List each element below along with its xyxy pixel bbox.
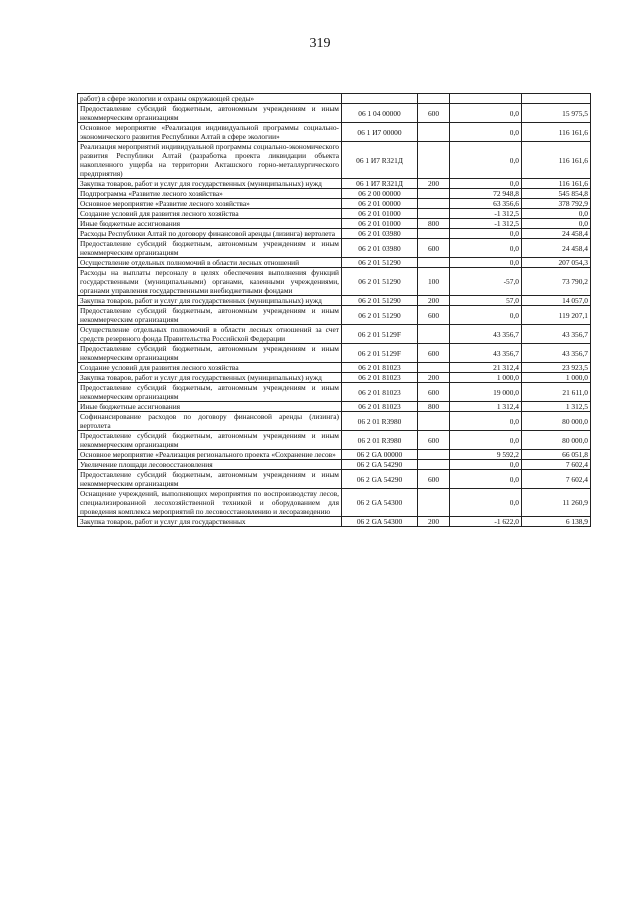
change-amount-cell: 0,0 xyxy=(450,123,522,142)
total-amount-cell: 7 602,4 xyxy=(522,470,591,489)
row-name-cell: Иные бюджетные ассигнования xyxy=(78,402,342,412)
expense-type-cell xyxy=(418,258,450,268)
expense-type-cell xyxy=(418,450,450,460)
row-name-cell: Основное мероприятие «Реализация индивидуальной программы социально-экономического развития Республики Алтай в сфере экологии» xyxy=(78,123,342,142)
target-code-cell: 06 2 GA 54290 xyxy=(342,470,418,489)
target-code-cell: 06 2 00 00000 xyxy=(342,189,418,199)
change-amount-cell: 0,0 xyxy=(450,239,522,258)
total-amount-cell: 7 602,4 xyxy=(522,460,591,470)
total-amount-cell: 116 161,6 xyxy=(522,179,591,189)
row-name-cell: Создание условий для развития лесного хозяйства xyxy=(78,363,342,373)
target-code-cell: 06 2 GA 54300 xyxy=(342,489,418,517)
budget-table-body xyxy=(78,94,591,527)
table-row xyxy=(78,94,591,104)
change-amount-cell: 0,0 xyxy=(450,142,522,179)
expense-type-cell xyxy=(418,209,450,219)
change-amount-cell: 9 592,2 xyxy=(450,450,522,460)
target-code-cell: 06 2 01 01000 xyxy=(342,209,418,219)
target-code-cell: 06 2 01 81023 xyxy=(342,373,418,383)
row-name-cell: Предоставление субсидий бюджетным, автономным учреждениям и иным некоммерческим организациям xyxy=(78,383,342,402)
expense-type-cell xyxy=(418,460,450,470)
change-amount-cell: 0,0 xyxy=(450,179,522,189)
table-row xyxy=(78,179,591,189)
expense-type-cell xyxy=(418,325,450,344)
table-row xyxy=(78,470,591,489)
total-amount-cell: 378 792,9 xyxy=(522,199,591,209)
row-name-cell: Иные бюджетные ассигнования xyxy=(78,219,342,229)
target-code-cell: 06 2 01 51290 xyxy=(342,268,418,296)
budget-table xyxy=(77,93,591,527)
target-code-cell: 06 1 И7 R321Д xyxy=(342,179,418,189)
expense-type-cell: 200 xyxy=(418,179,450,189)
row-name-cell: Расходы на выплаты персоналу в целях обеспечения выполнения функций государственными (муниципальными) органами, казенными учреждениями, органами управления государственными внебюджетными фондами xyxy=(78,268,342,296)
total-amount-cell xyxy=(522,94,591,104)
table-row xyxy=(78,219,591,229)
table-row xyxy=(78,239,591,258)
target-code-cell: 06 2 01 5129F xyxy=(342,344,418,363)
expense-type-cell: 600 xyxy=(418,306,450,325)
change-amount-cell: 19 000,0 xyxy=(450,383,522,402)
expense-type-cell xyxy=(418,229,450,239)
total-amount-cell: 207 054,3 xyxy=(522,258,591,268)
change-amount-cell: 1 312,4 xyxy=(450,402,522,412)
row-name-cell: Основное мероприятие «Реализация регионального проекта «Сохранение лесов» xyxy=(78,450,342,460)
change-amount-cell: 72 948,8 xyxy=(450,189,522,199)
change-amount-cell: 0,0 xyxy=(450,104,522,123)
target-code-cell: 06 2 GA 54290 xyxy=(342,460,418,470)
expense-type-cell xyxy=(418,123,450,142)
total-amount-cell: 6 138,9 xyxy=(522,517,591,527)
row-name-cell: Реализация мероприятий индивидуальной программы социально-экономического развития Республики Алтай (разработка проекта ликвидации объекта накопленного ущерба на территории Акташского горно-металлургического предприятия) xyxy=(78,142,342,179)
row-name-cell: работ) в сфере экологии и охраны окружающей среды» xyxy=(78,94,342,104)
table-row xyxy=(78,258,591,268)
change-amount-cell: 0,0 xyxy=(450,489,522,517)
table-row xyxy=(78,431,591,450)
table-row xyxy=(78,325,591,344)
target-code-cell: 06 2 01 51290 xyxy=(342,306,418,325)
change-amount-cell: 1 000,0 xyxy=(450,373,522,383)
expense-type-cell: 200 xyxy=(418,296,450,306)
target-code-cell: 06 2 01 81023 xyxy=(342,402,418,412)
table-row xyxy=(78,209,591,219)
page-number: 319 xyxy=(309,36,331,51)
total-amount-cell: 545 854,8 xyxy=(522,189,591,199)
target-code-cell: 06 2 01 81023 xyxy=(342,363,418,373)
expense-type-cell xyxy=(418,199,450,209)
change-amount-cell: 43 356,7 xyxy=(450,344,522,363)
change-amount-cell: 0,0 xyxy=(450,229,522,239)
expense-type-cell: 800 xyxy=(418,402,450,412)
row-name-cell: Софинансирование расходов по договору финансовой аренды (лизинга) вертолета xyxy=(78,412,342,431)
total-amount-cell: 1 312,5 xyxy=(522,402,591,412)
total-amount-cell: 43 356,7 xyxy=(522,325,591,344)
row-name-cell: Создание условий для развития лесного хозяйства xyxy=(78,209,342,219)
row-name-cell: Увеличение площади лесовосстановления xyxy=(78,460,342,470)
row-name-cell: Предоставление субсидий бюджетным, автономным учреждениям и иным некоммерческим организациям xyxy=(78,431,342,450)
table-row xyxy=(78,296,591,306)
expense-type-cell xyxy=(418,412,450,431)
target-code-cell: 06 1 И7 R321Д xyxy=(342,142,418,179)
expense-type-cell: 600 xyxy=(418,344,450,363)
target-code-cell: 06 2 GA 00000 xyxy=(342,450,418,460)
table-row xyxy=(78,517,591,527)
row-name-cell: Закупка товаров, работ и услуг для государственных (муниципальных) нужд xyxy=(78,373,342,383)
total-amount-cell: 80 000,0 xyxy=(522,412,591,431)
target-code-cell: 06 2 01 R3980 xyxy=(342,412,418,431)
change-amount-cell: -57,0 xyxy=(450,268,522,296)
target-code-cell: 06 2 01 03980 xyxy=(342,239,418,258)
total-amount-cell: 15 975,5 xyxy=(522,104,591,123)
change-amount-cell: 0,0 xyxy=(450,412,522,431)
target-code-cell: 06 2 GA 54300 xyxy=(342,517,418,527)
total-amount-cell: 116 161,6 xyxy=(522,123,591,142)
table-row xyxy=(78,123,591,142)
table-row xyxy=(78,460,591,470)
row-name-cell: Оснащение учреждений, выполняющих мероприятия по воспроизводству лесов, специализированной лесохозяйственной техникой и оборудованием для проведения комплекса мероприятий по лесовосстановлению и лесоразведению xyxy=(78,489,342,517)
target-code-cell: 06 2 01 51290 xyxy=(342,258,418,268)
expense-type-cell: 200 xyxy=(418,517,450,527)
expense-type-cell: 600 xyxy=(418,104,450,123)
expense-type-cell: 100 xyxy=(418,268,450,296)
total-amount-cell: 1 000,0 xyxy=(522,373,591,383)
change-amount-cell: 57,0 xyxy=(450,296,522,306)
change-amount-cell: 0,0 xyxy=(450,470,522,489)
change-amount-cell: -1 312,5 xyxy=(450,209,522,219)
table-row xyxy=(78,363,591,373)
table-row xyxy=(78,142,591,179)
row-name-cell: Расходы Республики Алтай по договору финансовой аренды (лизинга) вертолета xyxy=(78,229,342,239)
total-amount-cell: 73 790,2 xyxy=(522,268,591,296)
table-row xyxy=(78,104,591,123)
expense-type-cell: 600 xyxy=(418,431,450,450)
expense-type-cell: 600 xyxy=(418,383,450,402)
table-row xyxy=(78,306,591,325)
row-name-cell: Предоставление субсидий бюджетным, автономным учреждениям и иным некоммерческим организациям xyxy=(78,344,342,363)
row-name-cell: Предоставление субсидий бюджетным, автономным учреждениям и иным некоммерческим организациям xyxy=(78,470,342,489)
change-amount-cell xyxy=(450,94,522,104)
table-row xyxy=(78,489,591,517)
expense-type-cell xyxy=(418,142,450,179)
row-name-cell: Закупка товаров, работ и услуг для государственных (муниципальных) нужд xyxy=(78,179,342,189)
row-name-cell: Предоставление субсидий бюджетным, автономным учреждениям и иным некоммерческим организациям xyxy=(78,104,342,123)
change-amount-cell: 0,0 xyxy=(450,460,522,470)
expense-type-cell xyxy=(418,94,450,104)
change-amount-cell: 43 356,7 xyxy=(450,325,522,344)
total-amount-cell: 119 207,1 xyxy=(522,306,591,325)
row-name-cell: Подпрограмма «Развитие лесного хозяйства» xyxy=(78,189,342,199)
table-row xyxy=(78,412,591,431)
expense-type-cell xyxy=(418,189,450,199)
change-amount-cell: 63 356,6 xyxy=(450,199,522,209)
table-row xyxy=(78,189,591,199)
expense-type-cell: 600 xyxy=(418,239,450,258)
total-amount-cell: 0,0 xyxy=(522,219,591,229)
total-amount-cell: 66 051,8 xyxy=(522,450,591,460)
change-amount-cell: 0,0 xyxy=(450,306,522,325)
row-name-cell: Закупка товаров, работ и услуг для государственных xyxy=(78,517,342,527)
target-code-cell: 06 1 04 00000 xyxy=(342,104,418,123)
target-code-cell: 06 1 И7 00000 xyxy=(342,123,418,142)
row-name-cell: Предоставление субсидий бюджетным, автономным учреждениям и иным некоммерческим организациям xyxy=(78,239,342,258)
change-amount-cell: -1 312,5 xyxy=(450,219,522,229)
target-code-cell: 06 2 01 51290 xyxy=(342,296,418,306)
expense-type-cell: 200 xyxy=(418,373,450,383)
expense-type-cell xyxy=(418,363,450,373)
table-row xyxy=(78,373,591,383)
row-name-cell: Предоставление субсидий бюджетным, автономным учреждениям и иным некоммерческим организациям xyxy=(78,306,342,325)
row-name-cell: Осуществление отдельных полномочий в области лесных отношений за счет средств резервного фонда Правительства Российской Федерации xyxy=(78,325,342,344)
table-row xyxy=(78,344,591,363)
target-code-cell xyxy=(342,94,418,104)
total-amount-cell: 80 000,0 xyxy=(522,431,591,450)
total-amount-cell: 11 260,9 xyxy=(522,489,591,517)
total-amount-cell: 21 611,0 xyxy=(522,383,591,402)
target-code-cell: 06 2 01 01000 xyxy=(342,219,418,229)
total-amount-cell: 14 057,0 xyxy=(522,296,591,306)
table-row xyxy=(78,229,591,239)
row-name-cell: Осуществление отдельных полномочий в области лесных отношений xyxy=(78,258,342,268)
expense-type-cell: 800 xyxy=(418,219,450,229)
target-code-cell: 06 2 01 81023 xyxy=(342,383,418,402)
total-amount-cell: 24 458,4 xyxy=(522,229,591,239)
total-amount-cell: 23 923,5 xyxy=(522,363,591,373)
change-amount-cell: 0,0 xyxy=(450,431,522,450)
target-code-cell: 06 2 01 03980 xyxy=(342,229,418,239)
expense-type-cell xyxy=(418,489,450,517)
expense-type-cell: 600 xyxy=(418,470,450,489)
change-amount-cell: 0,0 xyxy=(450,258,522,268)
total-amount-cell: 116 161,6 xyxy=(522,142,591,179)
table-row xyxy=(78,450,591,460)
table-row xyxy=(78,402,591,412)
total-amount-cell: 43 356,7 xyxy=(522,344,591,363)
total-amount-cell: 24 458,4 xyxy=(522,239,591,258)
table-row xyxy=(78,268,591,296)
target-code-cell: 06 2 01 R3980 xyxy=(342,431,418,450)
table-row xyxy=(78,199,591,209)
change-amount-cell: 21 312,4 xyxy=(450,363,522,373)
total-amount-cell: 0,0 xyxy=(522,209,591,219)
table-row xyxy=(78,383,591,402)
change-amount-cell: -1 622,0 xyxy=(450,517,522,527)
row-name-cell: Закупка товаров, работ и услуг для государственных (муниципальных) нужд xyxy=(78,296,342,306)
target-code-cell: 06 2 01 5129F xyxy=(342,325,418,344)
target-code-cell: 06 2 01 00000 xyxy=(342,199,418,209)
row-name-cell: Основное мероприятие «Развитие лесного хозяйства» xyxy=(78,199,342,209)
